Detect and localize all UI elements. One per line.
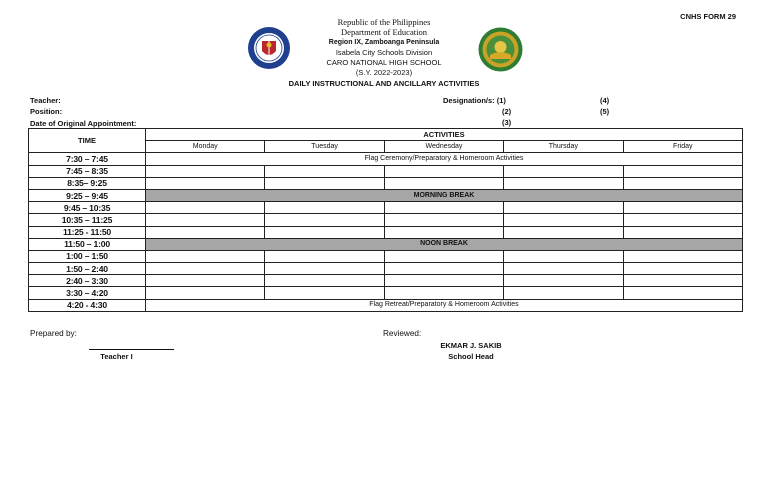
table-row: [29, 189, 743, 201]
division-line: Isabela City Schools Division: [335, 47, 433, 57]
teacher-title: Teacher I: [100, 352, 133, 361]
time-slot: 11:50 – 1:00: [29, 238, 146, 250]
time-slot: 3:30 – 4:20: [29, 287, 146, 299]
time-slot: 7:45 – 8:35: [29, 165, 146, 177]
table-row: [29, 287, 743, 299]
activity-cell-wednesday[interactable]: [384, 177, 503, 189]
document-title: DAILY INSTRUCTIONAL AND ANCILLARY ACTIVITIES: [288, 78, 480, 88]
time-slot: 7:30 – 7:45: [29, 153, 146, 165]
activity-cell-monday[interactable]: [146, 287, 265, 299]
activity-cell-wednesday[interactable]: [384, 202, 503, 214]
time-slot: 8:35– 9:25: [29, 177, 146, 189]
activity-cell-thursday[interactable]: [504, 165, 623, 177]
school-head-title: School Head: [448, 352, 494, 361]
activity-cell-friday[interactable]: [623, 165, 742, 177]
activity-cell-monday[interactable]: [146, 275, 265, 287]
time-slot: 1:00 – 1:50: [29, 250, 146, 262]
designation-2: (2): [502, 107, 512, 116]
activity-cell-wednesday[interactable]: [384, 250, 503, 262]
table-row: [29, 214, 743, 226]
day-header-wednesday: Wednesday: [384, 141, 503, 153]
table-row: [29, 263, 743, 275]
activity-cell-monday[interactable]: [146, 177, 265, 189]
activity-cell-friday[interactable]: [623, 214, 742, 226]
activity-cell-thursday[interactable]: [504, 287, 623, 299]
activity-cell-thursday[interactable]: [504, 177, 623, 189]
time-slot: 9:25 – 9:45: [29, 189, 146, 201]
activity-cell-tuesday[interactable]: [265, 226, 384, 238]
appointment-label: Date of Original Appointment:: [30, 118, 137, 128]
table-row: [29, 275, 743, 287]
break-cell: NOON BREAK: [146, 238, 743, 250]
activity-cell-thursday[interactable]: [504, 275, 623, 287]
school-year-line: (S.Y. 2022-2023): [355, 68, 413, 78]
table-row: [29, 153, 743, 165]
activity-cell-thursday[interactable]: [504, 250, 623, 262]
table-row: [29, 250, 743, 262]
designation-3: (3): [502, 118, 512, 127]
activity-cell-wednesday[interactable]: [384, 287, 503, 299]
activity-cell-thursday[interactable]: [504, 226, 623, 238]
activity-cell-monday[interactable]: [146, 263, 265, 275]
designation-5: (5): [600, 107, 610, 116]
designation-4: (4): [600, 96, 610, 105]
activity-cell-tuesday[interactable]: [265, 165, 384, 177]
day-header-tuesday: Tuesday: [265, 141, 384, 153]
activity-cell-friday[interactable]: [623, 226, 742, 238]
activity-cell-thursday[interactable]: [504, 202, 623, 214]
time-slot: 10:35 – 11:25: [29, 214, 146, 226]
activity-cell-tuesday[interactable]: [265, 287, 384, 299]
document-header: [0, 17, 768, 89]
day-header-friday: Friday: [623, 141, 742, 153]
time-slot: 11:25 - 11:50: [29, 226, 146, 238]
activity-cell-friday[interactable]: [623, 263, 742, 275]
activity-cell-tuesday[interactable]: [265, 250, 384, 262]
activities-header: ACTIVITIES: [146, 129, 743, 141]
activity-cell-monday[interactable]: [146, 202, 265, 214]
time-slot: 1:50 – 2:40: [29, 263, 146, 275]
position-label: Position:: [30, 107, 63, 117]
activity-cell-monday[interactable]: [146, 214, 265, 226]
table-row: [29, 238, 743, 250]
activity-cell-friday[interactable]: [623, 202, 742, 214]
activity-cell-monday[interactable]: [146, 250, 265, 262]
teacher-label: Teacher:: [30, 96, 61, 105]
school-line: CARO NATIONAL HIGH SCHOOL: [326, 58, 442, 68]
activity-cell-thursday[interactable]: [504, 214, 623, 226]
activity-cell-tuesday[interactable]: [265, 177, 384, 189]
activity-cell-friday[interactable]: [623, 275, 742, 287]
time-slot: 4:20 - 4:30: [29, 299, 146, 311]
activity-cell-tuesday[interactable]: [265, 214, 384, 226]
region-line: Region IX, Zamboanga Peninsula: [328, 38, 440, 46]
activity-cell-wednesday[interactable]: [384, 275, 503, 287]
time-slot: 9:45 – 10:35: [29, 202, 146, 214]
table-row: [29, 299, 743, 311]
table-row: [29, 165, 743, 177]
day-header-monday: Monday: [146, 141, 265, 153]
activity-cell-monday[interactable]: [146, 226, 265, 238]
activity-cell-monday[interactable]: [146, 165, 265, 177]
activity-cell-wednesday[interactable]: [384, 165, 503, 177]
table-row: [29, 177, 743, 189]
table-row: [29, 202, 743, 214]
time-slot: 2:40 – 3:30: [29, 275, 146, 287]
activity-cell-friday[interactable]: [623, 250, 742, 262]
activity-cell-wednesday[interactable]: [384, 263, 503, 275]
activity-cell-friday[interactable]: [623, 177, 742, 189]
activity-span-cell: Flag Ceremony/Preparatory & Homeroom Activities: [146, 153, 743, 165]
designation-label: Designation/s: (1): [443, 96, 506, 105]
activity-cell-tuesday[interactable]: [265, 263, 384, 275]
department-line: Department of Education: [341, 27, 427, 38]
break-cell: MORNING BREAK: [146, 189, 743, 201]
republic-line: Republic of the Philippines: [337, 17, 431, 27]
table-row: [29, 226, 743, 238]
activity-cell-wednesday[interactable]: [384, 214, 503, 226]
activity-cell-thursday[interactable]: [504, 263, 623, 275]
activity-span-cell: Flag Retreat/Preparatory & Homeroom Activities: [146, 299, 743, 311]
teacher-info: [30, 95, 136, 129]
activity-cell-tuesday[interactable]: [265, 202, 384, 214]
reviewed-label: Reviewed:: [383, 329, 422, 338]
activity-cell-wednesday[interactable]: [384, 226, 503, 238]
schedule-table: [28, 128, 743, 312]
time-header: TIME: [29, 129, 146, 153]
signature-line: [89, 349, 174, 350]
activity-cell-friday[interactable]: [623, 287, 742, 299]
school-head-name: EKMAR J. SAKIB: [440, 341, 502, 350]
day-header-thursday: Thursday: [504, 141, 623, 153]
form-number: CNHS FORM 29: [680, 12, 736, 21]
prepared-by-label: Prepared by:: [30, 329, 77, 338]
activity-cell-tuesday[interactable]: [265, 275, 384, 287]
